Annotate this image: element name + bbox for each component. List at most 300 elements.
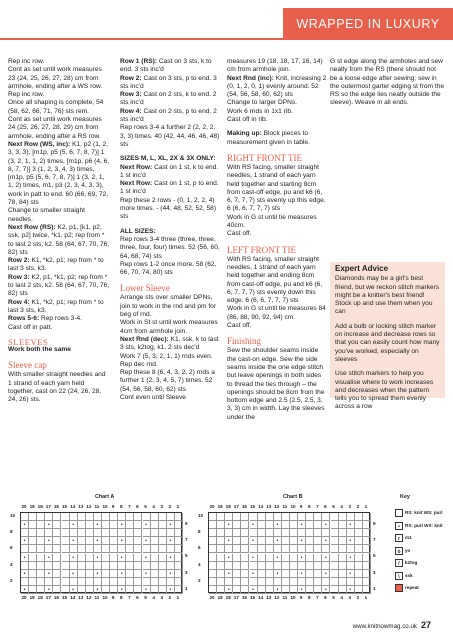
stitch-cell — [209, 521, 217, 529]
row-label: Row 2: — [8, 257, 30, 265]
stitch-cell — [167, 562, 175, 570]
stitch-cell — [217, 545, 225, 553]
stitch-cell — [339, 562, 347, 570]
column-number: 16 — [241, 504, 247, 509]
all-sizes-text: Rep rows 1-2 once more. 58 (62, 66, 70, 74, 80) sts — [120, 260, 217, 277]
instruction-line — [8, 141, 110, 207]
stitch-cell: • — [167, 554, 175, 562]
finishing-heading: Finishing — [227, 336, 262, 347]
stitch-cell — [175, 529, 183, 537]
column-number: 20 — [209, 504, 215, 509]
stitch-cell — [29, 586, 37, 594]
stitch-cell — [274, 562, 282, 570]
instruction-line — [8, 315, 110, 323]
left-tie-text: Work in G st until tie measures 84 (86, 88, 90, 92, 94) cm. — [227, 305, 326, 321]
row-label: Next Row (RS): — [8, 223, 56, 231]
row-text: K1, p2 (1, 2, 3, 3, 3), [m1p, p5 (5, 6, 7, 8, 7)] 1 (3, 2, 1, 1, 2) times, [m1p, p6 (4, 6, 8, 7, 7)] 3 (1, 2, 3, 4, 3) times, [m1p, p5 (5, 6, 7, 8, 7)] 1 (3, 2, 1, 1, 2) times, m1, p3 (2, 3, 4, 3, 3), work in patt to end. 60 (66, 69, 72, 78, 84) sts — [8, 140, 110, 207]
stitch-cell — [167, 578, 175, 586]
instruction-line — [8, 299, 110, 316]
column-number: 2 — [356, 504, 360, 509]
row-text: Cont even until Sleeve — [120, 393, 186, 401]
stitch-cell — [217, 521, 225, 529]
row-label: Row 4: — [8, 298, 30, 306]
column-number: 14 — [258, 504, 264, 509]
stitch-cell: • — [347, 521, 355, 529]
column-3 — [227, 58, 327, 422]
instruction-line — [227, 99, 327, 107]
column-number: 19 — [217, 504, 223, 509]
stitch-cell — [306, 529, 314, 537]
column-number: 2 — [168, 504, 172, 509]
stitch-cell — [78, 570, 86, 578]
stitch-cell: • — [143, 537, 151, 545]
key-symbol: o — [395, 547, 403, 555]
stitch-cell — [53, 570, 61, 578]
all-sizes-text: Rep rows 3-4 three (three, three, three, four, four) times. 52 (56, 60, 64, 68, 74) sts — [120, 235, 220, 260]
row-text: Change to larger DPNs. — [227, 99, 298, 107]
key-symbol: r — [395, 534, 403, 542]
stitch-cell — [53, 529, 61, 537]
stitch-cell — [258, 578, 266, 586]
stitch-cell: • — [45, 586, 53, 594]
row-number: 10 — [10, 513, 16, 518]
instruction-line — [120, 108, 220, 125]
instruction-line — [120, 75, 220, 92]
stitch-cell — [53, 521, 61, 529]
row-text: Rep these 8 (6, 4, 3, 2, 2) rnds a further 1 (2, 3, 4, 5, 7) times. 52 (54, 56, 58, 60, 62) sts — [120, 369, 215, 393]
stitch-cell — [331, 529, 339, 537]
stitch-cell — [86, 554, 94, 562]
stitch-cell — [282, 537, 290, 545]
stitch-cell — [86, 537, 94, 545]
row-number: 5 — [373, 553, 376, 559]
row-text: K2, p1, *k1, p2; rep from * to last 2 sts, k2. 58 (64, 67, 70, 76, 82) sts — [8, 273, 110, 298]
row-label: Row 3: — [120, 91, 142, 99]
row-text: Cast on 3 sts, k to end. 3 sts inc'd — [120, 58, 212, 74]
column-number: 9 — [299, 504, 303, 509]
stitch-cell: • — [21, 521, 29, 529]
stitch-cell — [175, 578, 183, 586]
stitch-cell — [126, 545, 134, 553]
row-text: Once all shaping is complete, 54 (58, 62, 66, 71, 76) sts rem. — [8, 99, 104, 115]
stitch-cell — [53, 513, 61, 521]
stitch-cell — [126, 570, 134, 578]
stitch-cell — [86, 586, 94, 594]
stitch-cell — [86, 521, 94, 529]
column-number: 13 — [78, 504, 84, 509]
stitch-cell — [94, 545, 102, 553]
stitch-cell — [266, 513, 274, 521]
stitch-cell — [258, 562, 266, 570]
stitch-cell — [355, 529, 363, 537]
stitch-cell — [45, 513, 53, 521]
stitch-cell — [70, 562, 78, 570]
stitch-cell — [175, 586, 183, 594]
stitch-cell — [62, 513, 70, 521]
stitch-cell: • — [21, 554, 29, 562]
column-number: 17 — [45, 595, 51, 600]
stitch-cell: • — [298, 537, 306, 545]
stitch-cell — [209, 586, 217, 594]
stitch-cell — [363, 545, 371, 553]
row-text: Work 7 (5, 3, 2, 1, 1) rnds even. — [120, 352, 213, 360]
stitch-cell — [306, 578, 314, 586]
stitch-cell — [159, 545, 167, 553]
stitch-cell — [314, 537, 322, 545]
stitch-cell: • — [347, 537, 355, 545]
stitch-cell — [241, 562, 249, 570]
column-number: 10 — [290, 595, 296, 600]
stitch-cell: • — [118, 521, 126, 529]
stitch-cell: • — [70, 570, 78, 578]
column-number: 3 — [348, 504, 352, 509]
key-label: k2tog — [405, 560, 418, 566]
column-number: 10 — [290, 504, 296, 509]
key-symbol — [395, 509, 403, 517]
stitch-cell — [209, 554, 217, 562]
stitch-cell — [282, 545, 290, 553]
stitch-cell: • — [347, 570, 355, 578]
column-number: 3 — [160, 504, 164, 509]
stitch-cell — [233, 529, 241, 537]
column-number: 5 — [144, 595, 147, 600]
column-number: 13 — [266, 595, 272, 600]
instruction-line — [120, 394, 220, 402]
stitch-cell — [217, 562, 225, 570]
stitch-cell — [102, 578, 110, 586]
stitch-cell — [126, 562, 134, 570]
stitch-cell — [102, 586, 110, 594]
column-number: 6 — [136, 595, 139, 600]
column-number: 19 — [29, 504, 35, 509]
instruction-line — [8, 207, 110, 224]
instruction-line — [120, 294, 220, 319]
column-number: 4 — [152, 595, 155, 600]
stitch-cell — [217, 570, 225, 578]
stitch-cell — [37, 513, 45, 521]
column-number: 17 — [233, 504, 239, 509]
stitch-cell — [110, 513, 118, 521]
stitch-cell — [21, 578, 29, 586]
stitch-cell — [118, 578, 126, 586]
key-label: ssk — [405, 572, 413, 578]
stitch-cell — [37, 562, 45, 570]
row-text: Cast off in rib. — [227, 116, 268, 124]
stitch-cell: • — [274, 554, 282, 562]
column-number: 15 — [61, 595, 68, 600]
stitch-cell — [241, 570, 249, 578]
advice-paragraph: Diamonds may be a girl's best friend, but we reckon stitch markers might be a knitter's best friend! Stock up and use them when you can — [335, 275, 440, 316]
stitch-cell — [175, 513, 183, 521]
chart-a-label: Chart A — [95, 494, 115, 500]
stitch-cell — [62, 554, 70, 562]
stitch-cell — [241, 529, 249, 537]
stitch-cell — [134, 578, 142, 586]
stitch-cell — [134, 586, 142, 594]
stitch-cell — [29, 537, 37, 545]
right-tie-text: With RS facing, smaller straight needles, 1 strand of each yarn held together and starting 8cm from cast-off edge, pu and k6 (6, 6, 7, 7, 7) sts evenly up this edge. 6 (6, 6, 7, 7, 7) sts — [227, 163, 326, 213]
stitch-cell — [175, 545, 183, 553]
stitch-cell — [331, 537, 339, 545]
stitch-cell: • — [322, 537, 330, 545]
instruction-line — [120, 58, 220, 75]
column-number: 3 — [160, 595, 164, 600]
stitch-cell — [159, 578, 167, 586]
row-text: Cont as set until work measures 24 (25, 26, 27, 28, 29) cm from armhole, ending after a RS row. — [8, 116, 102, 140]
header-banner — [0, 8, 453, 40]
stitch-cell — [53, 586, 61, 594]
column-number: 8 — [307, 595, 311, 600]
stitch-cell — [62, 521, 70, 529]
stitch-cell — [102, 554, 110, 562]
column-number: 14 — [258, 595, 264, 600]
stitch-cell — [37, 529, 45, 537]
column-number: 11 — [282, 504, 288, 509]
row-text: Arrange sts over smaller DPNs, join to work in the rnd and pm for beg of rnd. — [120, 294, 217, 319]
key-entry — [395, 534, 412, 542]
stitch-cell — [233, 578, 241, 586]
stitch-cell — [266, 521, 274, 529]
column-number: 4 — [152, 504, 155, 509]
key-label: RS: knit WS: purl — [405, 510, 443, 516]
stitch-cell — [233, 521, 241, 529]
instruction-line — [8, 274, 110, 299]
sleeve-cap-text: With smaller straight needles and 1 strand of each yarn held together, cast on 22 (24, 26, 28, 24, 26) sts. — [8, 371, 106, 404]
stitch-cell — [37, 521, 45, 529]
stitch-cell — [266, 570, 274, 578]
stitch-cell — [86, 529, 94, 537]
instruction-line — [8, 91, 110, 99]
column-number: 10 — [102, 504, 108, 509]
column-number: 1 — [364, 504, 368, 509]
stitch-cell — [37, 578, 45, 586]
row-number: 1 — [185, 585, 188, 591]
stitch-cell — [331, 570, 339, 578]
making-up-label: Making up: — [227, 130, 262, 138]
instruction-line — [120, 361, 220, 369]
stitch-cell — [233, 554, 241, 562]
column-number: 11 — [282, 595, 288, 600]
stitch-cell — [209, 578, 217, 586]
instruction-line — [120, 369, 220, 394]
row-label: Row 1 (RS): — [120, 58, 157, 65]
stitch-cell — [258, 537, 266, 545]
instruction-line — [8, 324, 110, 332]
stitch-cell — [151, 586, 159, 594]
row-number: 8 — [10, 529, 13, 535]
stitch-cell — [167, 513, 175, 521]
stitch-cell — [217, 513, 225, 521]
column-number: 17 — [233, 595, 239, 600]
row-label: Row 2: — [120, 74, 142, 82]
stitch-cell — [347, 513, 355, 521]
stitch-cell — [62, 529, 70, 537]
stitch-cell — [258, 570, 266, 578]
stitch-cell — [266, 578, 274, 586]
stitch-cell — [151, 562, 159, 570]
row-number: 8 — [198, 529, 201, 535]
column-number: 4 — [340, 504, 343, 509]
stitch-cell — [159, 570, 167, 578]
stitch-cell — [266, 554, 274, 562]
row-text: Knit, increasing 2 (0, 1, 2, 0, 1) evenly around. 52 (54, 56, 58, 60, 62) sts — [227, 74, 327, 99]
stitch-cell — [298, 562, 306, 570]
column-number: 12 — [274, 595, 280, 600]
stitch-cell — [175, 554, 183, 562]
stitch-cell — [314, 570, 322, 578]
column-number: 14 — [70, 595, 76, 600]
row-text: Cast on 2 sts, k to end. 2 sts inc'd — [120, 91, 217, 107]
stitch-cell — [241, 545, 249, 553]
all-sizes-heading: ALL SIZES: — [120, 227, 156, 235]
key-symbol: • — [395, 522, 403, 530]
stitch-cell: • — [347, 554, 355, 562]
stitch-cell — [62, 537, 70, 545]
stitch-cell — [53, 545, 61, 553]
stitch-cell — [339, 545, 347, 553]
stitch-cell — [314, 529, 322, 537]
stitch-cell — [306, 537, 314, 545]
instruction-line — [227, 75, 327, 100]
stitch-cell — [78, 578, 86, 586]
stitch-cell — [217, 578, 225, 586]
stitch-cell — [70, 545, 78, 553]
chart-b-label: Chart B — [283, 494, 303, 500]
stitch-cell — [78, 513, 86, 521]
stitch-cell — [29, 570, 37, 578]
stitch-cell — [290, 562, 298, 570]
stitch-cell — [233, 570, 241, 578]
stitch-cell — [78, 537, 86, 545]
stitch-cell — [159, 529, 167, 537]
column-number: 2 — [168, 595, 172, 600]
stitch-cell — [347, 562, 355, 570]
stitch-cell — [290, 545, 298, 553]
stitch-cell — [209, 570, 217, 578]
stitch-cell — [241, 521, 249, 529]
stitch-cell — [209, 562, 217, 570]
column-number: 10 — [102, 595, 108, 600]
row-text: Rep inc row. — [8, 91, 45, 99]
stitch-cell — [274, 529, 282, 537]
advice-paragraph: Add a bulb or locking stitch marker on increase and decrease rows so that you can easily count how many you've worked, especially on sleeves — [335, 322, 440, 363]
column-number: 18 — [225, 504, 231, 509]
stitch-cell — [134, 537, 142, 545]
row-text: Rep rows 3-4 a further 2 (2, 2, 2, 3, 3) times. 40 (42, 44, 46, 46, 48) sts — [120, 124, 220, 148]
stitch-cell — [94, 562, 102, 570]
stitch-cell: • — [45, 570, 53, 578]
column-number: 7 — [128, 504, 131, 509]
stitch-cell — [266, 586, 274, 594]
stitch-cell — [347, 529, 355, 537]
stitch-cell — [250, 529, 258, 537]
stitch-cell — [225, 513, 233, 521]
stitch-cell — [282, 529, 290, 537]
row-number: 6 — [198, 545, 201, 551]
stitch-cell: • — [322, 570, 330, 578]
making-up-body: Block pieces to measurement given in table. — [227, 130, 310, 146]
stitch-cell — [363, 586, 371, 594]
stitch-cell — [306, 513, 314, 521]
stitch-cell — [314, 554, 322, 562]
key-entry — [395, 522, 443, 530]
column-number: 9 — [111, 504, 115, 509]
stitch-cell — [233, 562, 241, 570]
stitch-cell — [29, 554, 37, 562]
key-entry — [395, 547, 410, 555]
stitch-cell — [355, 545, 363, 553]
column-number: 9 — [111, 595, 115, 600]
stitch-cell — [126, 554, 134, 562]
stitch-cell: • — [274, 570, 282, 578]
stitch-cell — [118, 529, 126, 537]
right-tie-text: Work in G st until tie measures 40cm. — [227, 213, 317, 230]
stitch-cell — [363, 570, 371, 578]
instruction-line — [120, 353, 220, 361]
column-number: 6 — [136, 504, 139, 509]
key-label: yo — [405, 547, 411, 553]
stitch-cell — [266, 562, 274, 570]
stitch-cell — [70, 513, 78, 521]
column-number: 7 — [316, 595, 319, 600]
stitch-cell — [258, 513, 266, 521]
stitch-cell — [225, 578, 233, 586]
column-number: 20 — [21, 504, 27, 509]
column-4 — [330, 58, 445, 108]
footer — [353, 620, 431, 630]
stitch-cell — [339, 570, 347, 578]
column-number: 7 — [128, 595, 131, 600]
column-number: 9 — [299, 595, 303, 600]
stitch-cell — [126, 578, 134, 586]
stitch-cell — [331, 578, 339, 586]
stitch-cell — [339, 554, 347, 562]
stitch-cell — [306, 570, 314, 578]
chart-a — [10, 503, 190, 603]
stitch-cell — [233, 537, 241, 545]
row-text: K1, ssk, k to last 3 sts, k2tog, k1. 2 sts dec'd — [120, 335, 219, 352]
section-title: WRAPPED IN LUXURY — [296, 17, 440, 31]
stitch-cell — [102, 570, 110, 578]
stitch-cell: • — [225, 570, 233, 578]
stitch-cell — [282, 521, 290, 529]
stitch-cell: • — [167, 537, 175, 545]
stitch-cell — [110, 578, 118, 586]
stitch-cell — [331, 554, 339, 562]
stitch-cell: • — [225, 554, 233, 562]
stitch-cell — [53, 537, 61, 545]
stitch-cell — [306, 586, 314, 594]
stitch-cell — [322, 545, 330, 553]
row-text: K1, *k2, p1; rep from * to last 3 sts, k3. — [8, 298, 104, 314]
stitch-cell: • — [274, 586, 282, 594]
stitch-cell — [159, 521, 167, 529]
stitch-cell — [290, 513, 298, 521]
stitch-cell: • — [250, 521, 258, 529]
column-number: 12 — [274, 504, 280, 509]
row-text: Change to smaller straight needles. — [8, 207, 85, 223]
stitch-cell — [274, 578, 282, 586]
stitch-cell — [314, 562, 322, 570]
row-number: 3 — [185, 569, 188, 575]
column-number: 13 — [78, 595, 84, 600]
stitch-cell: • — [250, 537, 258, 545]
stitch-cell: • — [274, 537, 282, 545]
lower-sleeve-heading: Lower Sleeve — [120, 283, 170, 294]
right-tie-heading: RIGHT FRONT TIE — [227, 152, 303, 163]
stitch-cell — [167, 545, 175, 553]
column-number: 8 — [119, 504, 123, 509]
